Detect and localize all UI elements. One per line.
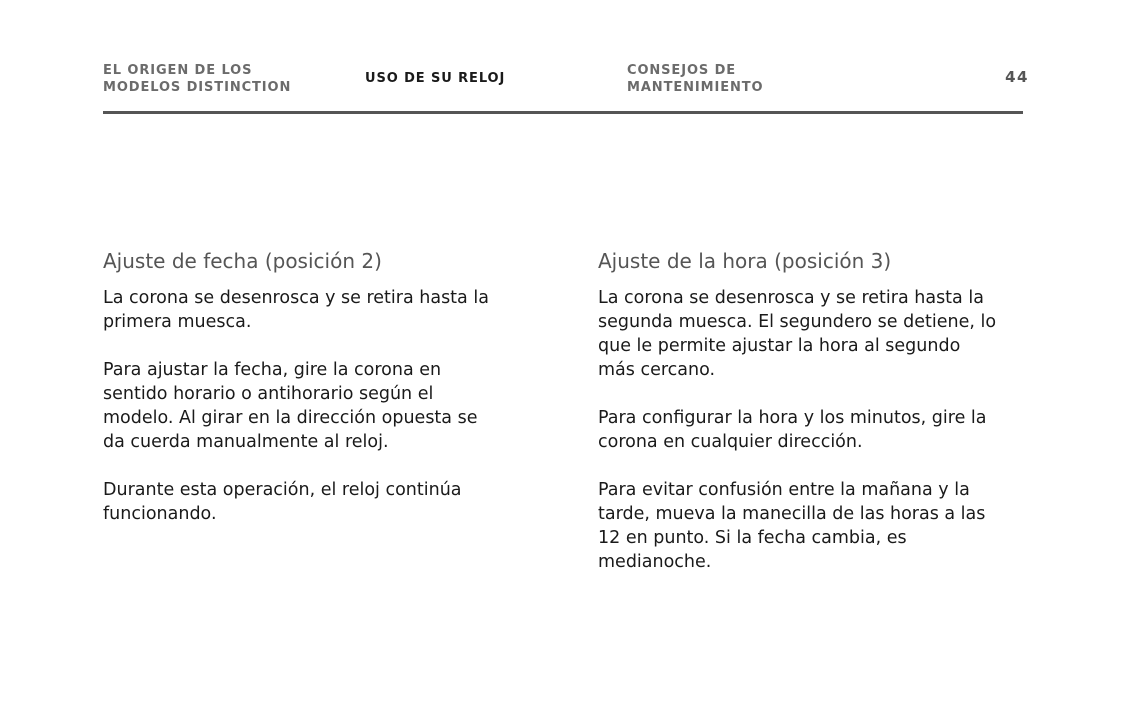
section-ajuste-fecha <box>103 248 503 550</box>
nav-origen-modelos[interactable]: EL ORIGEN DE LOS MODELOS DISTINCTION <box>103 63 292 95</box>
paragraph: La corona se desenrosca y se retira hasta la primera muesca. <box>103 288 489 332</box>
paragraph: Para evitar confusión entre la mañana y la tarde, mueva la manecilla de las horas a las 12 en punto. Si la fecha cambia, es medianoche. <box>598 480 986 572</box>
paragraph: Para ajustar la fecha, gire la corona en sentido horario o antihorario según el modelo. Al girar en la dirección opuesta se da cuerda manualmente al reloj. <box>103 360 478 452</box>
section-ajuste-hora <box>598 248 998 598</box>
page-header <box>103 58 1029 114</box>
page-number: 44 <box>1005 68 1029 86</box>
paragraph: Para configurar la hora y los minutos, gire la corona en cualquier dirección. <box>598 408 987 452</box>
nav-uso-reloj[interactable]: USO DE SU RELOJ <box>365 71 506 86</box>
section-title: Ajuste de la hora (posición 3) <box>598 249 892 273</box>
paragraph: Durante esta operación, el reloj continúa funcionando. <box>103 480 462 524</box>
paragraph: La corona se desenrosca y se retira hasta la segunda muesca. El segundero se detiene, lo que le permite ajustar la hora al segundo más cercano. <box>598 288 997 380</box>
section-title: Ajuste de fecha (posición 2) <box>103 249 382 273</box>
nav-consejos-mantenimiento[interactable]: CONSEJOS DE MANTENIMIENTO <box>627 63 764 95</box>
